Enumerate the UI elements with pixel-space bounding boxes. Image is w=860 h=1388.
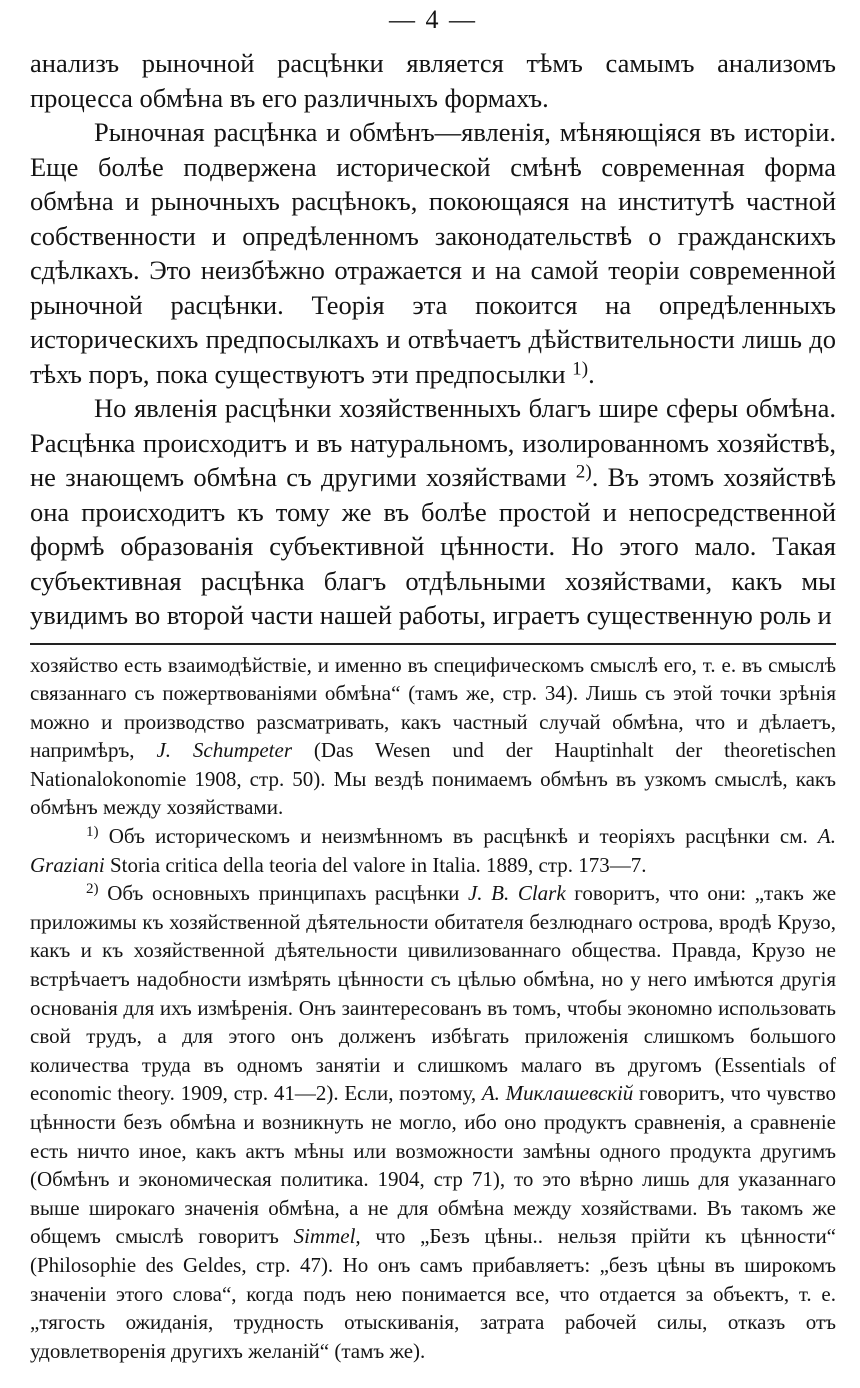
footnote-continuation — [30, 651, 836, 823]
paragraph — [30, 115, 836, 391]
page-number: — 4 — — [389, 5, 477, 34]
paragraph-text: . Въ этомъ хозяйствѣ она происходитъ къ тому же въ болѣе простой и непосредственной формѣ образованія субъективной цѣнности. Но этого мало. Такая субъективная расцѣнка благъ отдѣльными хозяйствами, какъ мы увидимъ во второй части нашей работы, играетъ существенную роль и — [30, 462, 836, 630]
paragraph — [30, 391, 836, 633]
main-text — [30, 46, 836, 633]
footnote-text: говоритъ, что чувство цѣнности безъ обмѣна и возникнуть не могло, ибо оно продуктъ сравненія, а сравненіе есть ничто иное, какъ актъ мѣны или возможности замѣны одного продукта другимъ (Обмѣнъ и экономическая политика. 1904, стр 71), то это вѣрно лишь для указаннаго выше широкаго значенія обмѣна, а не для обмѣна между хозяйствами. Въ такомъ же общемъ смыслѣ говоритъ — [30, 1081, 836, 1249]
footnote-text: что „Безъ цѣны.. нельзя прійти къ цѣнности“ (Philosophie des Geldes, стр. 47). Но онъ самъ прибавляетъ: „безъ цѣны въ широкомъ значеніи этого слова“, когда подъ нею понимается все, что отдается за объектъ, т. е. „тягость ожиданія, трудность отыскиванія, затрата рабочей силы, отказъ отъ удовлетворенія другихъ желаній“ (тамъ же). — [30, 1224, 837, 1363]
paragraph-text: Рыночная расцѣнка и обмѣнъ—явленія, мѣняющіяся въ исторіи. Еще болѣе подвержена исторической смѣнѣ современная форма обмѣна и рыночныхъ расцѣнокъ, покоющаяся на институтѣ частной собственности и опредѣленномъ законодательствѣ о гражданскихъ сдѣлкахъ. Это неизбѣжно отражается и на самой теоріи современной рыночной расцѣнки. Теорія эта покоится на опредѣленныхъ историческихъ предпосылкахъ и отвѣчаетъ дѣйствительности лишь до тѣхъ поръ, пока существуютъ эти предпосылки — [30, 117, 836, 389]
footnote-text: говоритъ, что они: „такъ же приложимы къ хозяйственной дѣятельности обитателя безлюднаго острова, вродѣ Крузо, какъ и къ хозяйственной дѣятельности цивилизованнаго общества. Правда, Крузо не встрѣчаетъ надобности измѣрять цѣнности съ цѣлью обмѣна, но у него имѣются другія основанія для ихъ измѣренія. Онъ заинтересованъ въ томъ, чтобы экономно использовать свой трудъ, а для этого онъ долженъ избѣгать приложенія слишкомъ большого количества труда въ одномъ занятіи и слишкомъ малаго въ другомъ (Essentials of economic theory. 1909, стр. 41—2). Если, поэтому, — [30, 881, 837, 1106]
footnote-2 — [30, 879, 836, 1365]
footnote-reference: 2) — [575, 461, 592, 483]
cited-author: A. Graziani — [30, 824, 836, 877]
footnote-text: Storia critica della teoria del valore in Italia. 1889, стр. 173—7. — [109, 852, 647, 877]
cited-author: J. B. Clark — [467, 881, 566, 906]
footnotes — [30, 651, 836, 1366]
footnote-text: (Das Wesen und der Hauptinhalt der theoretischen Nationalokonomie 1908, стр. 50). Мы вездѣ понимаемъ обмѣнъ въ узкомъ смыслѣ, какъ обмѣнъ между хозяйствами. — [30, 738, 837, 820]
footnote-text: Объ основныхъ принципахъ расцѣнки — [107, 881, 460, 906]
footnote-divider — [30, 643, 836, 645]
cited-author: Simmel, — [293, 1224, 361, 1249]
cited-author: J. Schumpeter — [156, 738, 293, 763]
paragraph-tail: . — [588, 358, 595, 389]
footnote-reference: 1) — [572, 357, 589, 379]
footnote-text: хозяйство есть взаимодѣйствіе, и именно въ специфическомъ смыслѣ его, т. е. въ смыслѣ связаннаго съ пожертвованіями обмѣна“ (тамъ же, стр. 34). Лишь съ этой точки зрѣнія можно и производство разсматривать, какъ частный случай обмѣна, что и дѣлаетъ, напримѣръ, — [30, 652, 836, 763]
cited-author: А. Миклашевскій — [481, 1081, 634, 1106]
paragraph-continuation — [30, 46, 836, 115]
paragraph-text: анализъ рыночной расцѣнки является тѣмъ самымъ анализомъ процесса обмѣна въ его различныхъ формахъ. — [30, 48, 836, 113]
footnote-text: Объ историческомъ и неизмѣнномъ въ расцѣнкѣ и теоріяхъ расцѣнки см. — [108, 824, 808, 849]
paragraph-text: Но явленія расцѣнки хозяйственныхъ благъ шире сферы обмѣна. Расцѣнка происходитъ и въ натуральномъ, изолированномъ хозяйствѣ, не знающемъ обмѣна съ другими хозяйствами — [30, 393, 836, 492]
footnote-1 — [30, 822, 836, 879]
footnote-marker: 1) — [86, 824, 99, 841]
footnote-marker: 2) — [86, 881, 99, 898]
